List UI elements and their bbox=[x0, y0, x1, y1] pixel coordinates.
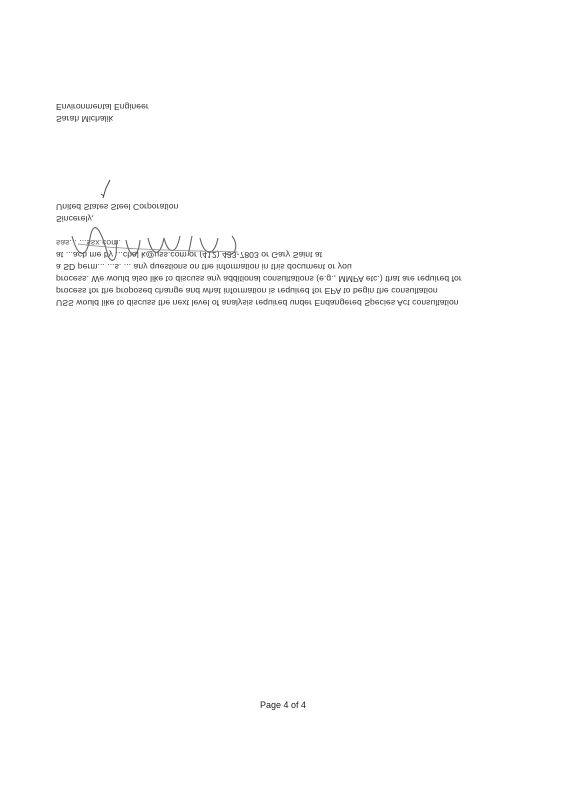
signature-closing: Sincerely, bbox=[56, 214, 94, 224]
handwritten-signature bbox=[68, 226, 258, 266]
signature-company: United States Steel Corporation bbox=[56, 202, 179, 212]
body-line-2: at ...ach me by ...chal k@uss.com or (412) 433-7803 or Gary Saint at bbox=[56, 250, 323, 260]
body-line-1: sas... ...ssx.com. bbox=[56, 238, 121, 248]
page-number: Page 4 of 4 bbox=[259, 700, 307, 710]
body-line-4: process. We would also like to discuss any additional consultations (e.g., MMPA etc.) that are required for bbox=[56, 274, 462, 284]
body-line-5: process for the proposed change and what information is required for EPA to begin the consultation bbox=[56, 286, 438, 296]
body-line-6: USS would like to discuss the next level of analysis required under Endangered Species Act consultation bbox=[56, 298, 459, 308]
body-line-3: a SD perm... ...s. ... any questions on the information in this document or you bbox=[56, 262, 352, 272]
signature-name: Sarah Michalik bbox=[56, 114, 114, 124]
letter-body-mirrored bbox=[56, 98, 486, 308]
signature-title: Environmental Engineer bbox=[56, 102, 149, 112]
signature-mark-icon bbox=[100, 178, 114, 200]
